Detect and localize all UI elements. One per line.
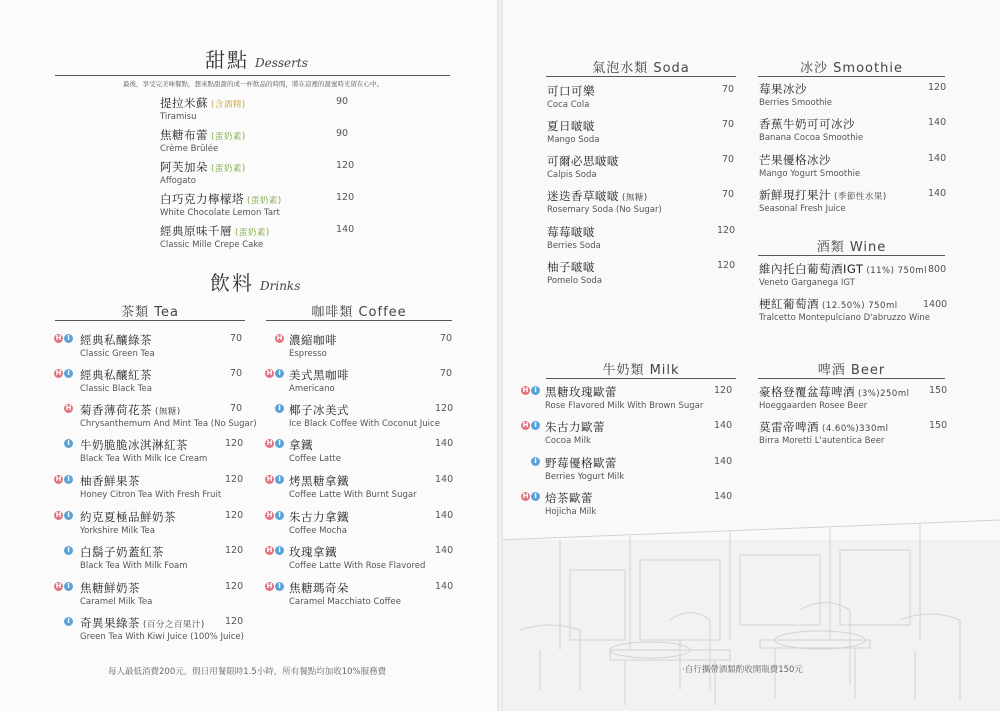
soda-name-en: Calpis Soda — [547, 170, 597, 180]
coffee-name-en: Caramel Macchiato Coffee — [289, 597, 401, 607]
tea-name: 經典私釀紅茶 — [80, 368, 152, 382]
beer-rule — [758, 378, 945, 379]
smoothie-item — [759, 81, 945, 108]
tea-item — [55, 473, 245, 500]
hot-icon: H — [55, 582, 62, 590]
ice-icon: I — [64, 511, 73, 520]
milk-price: 140 — [714, 456, 733, 467]
smoothie-heading: 冰沙 Smoothie — [800, 61, 903, 76]
hot-icon: H — [266, 582, 273, 590]
tea-item — [55, 367, 245, 394]
beer-price: 150 — [929, 420, 948, 431]
tea-name-en: Caramel Milk Tea — [80, 597, 153, 607]
tea-item — [55, 509, 245, 536]
dessert-price: 90 — [336, 96, 349, 107]
coffee-price: 140 — [435, 545, 454, 556]
desserts-title-en: Desserts — [255, 56, 308, 70]
coffee-name: 朱古力拿鐵 — [289, 510, 349, 524]
smoothie-price: 140 — [928, 153, 947, 164]
smoothie-item — [759, 116, 945, 143]
coffee-name-en: Coffee Latte With Burnt Sugar — [289, 490, 417, 500]
desserts-title — [205, 44, 308, 73]
footer-note-right: ‧自行攜帶酒類酌收開瓶費150元 — [682, 665, 803, 675]
dessert-item — [160, 95, 350, 122]
smoothie-name: 香蕉牛奶可可冰沙 — [759, 117, 855, 131]
desserts-title-zh: 甜點 — [205, 48, 249, 72]
tea-item — [65, 402, 257, 429]
hot-icon: H — [55, 511, 62, 519]
soda-name-en: Pomelo Soda — [547, 276, 602, 286]
ice-icon: I — [275, 439, 284, 448]
hot-icon: H — [55, 475, 62, 483]
beer-name-en: Birra Moretti L'autentica Beer — [759, 436, 885, 446]
coffee-name: 玫瑰拿鐵 — [289, 545, 337, 559]
coffee-name: 椰子冰美式 — [289, 403, 349, 417]
coffee-item — [266, 367, 454, 394]
smoothie-rule — [758, 76, 945, 77]
tea-item — [67, 544, 245, 571]
milk-item — [522, 384, 735, 411]
dessert-item — [160, 127, 350, 154]
soda-item — [547, 153, 737, 180]
tea-item — [55, 332, 245, 359]
coffee-price: 70 — [440, 368, 453, 379]
milk-name-en: Berries Yogurt Milk — [545, 472, 625, 482]
smoothie-price: 140 — [928, 117, 947, 128]
hot-icon: H — [65, 404, 72, 412]
milk-price: 140 — [714, 420, 733, 431]
smoothie-name-en: Mango Yogurt Smoothie — [759, 169, 861, 179]
soda-item — [547, 259, 737, 286]
tea-heading: 茶類 Tea — [121, 305, 179, 320]
soda-item — [547, 188, 737, 215]
page-fold — [497, 0, 503, 711]
tea-name: 牛奶脆脆冰淇淋紅茶 — [80, 438, 188, 452]
coffee-name: 焦糖瑪奇朵 — [289, 581, 349, 595]
soda-name-en: Mango Soda — [547, 135, 600, 145]
dessert-name: 經典原味千層 (蛋奶素) — [160, 224, 270, 238]
wine-item — [759, 296, 949, 323]
tea-price: 70 — [230, 403, 243, 414]
tea-price: 120 — [225, 510, 244, 521]
ice-icon: I — [64, 617, 73, 626]
wine-name-en: Tralcetto Montepulciano D'abruzzo Wine — [759, 313, 931, 323]
ice-icon: I — [275, 582, 284, 591]
dessert-price: 140 — [336, 224, 355, 235]
tea-name: 奇異果綠茶 (百分之百果汁) — [80, 616, 205, 630]
smoothie-name: 芒果優格冰沙 — [759, 153, 831, 167]
ice-icon: I — [64, 475, 73, 484]
drinks-title-zh: 飲料 — [210, 271, 254, 295]
soda-price: 70 — [722, 154, 735, 165]
hot-icon: H — [522, 386, 529, 394]
dessert-item — [160, 223, 355, 250]
soda-price: 120 — [717, 260, 736, 271]
tea-name-en: Black Tea With Milk Ice Cream — [80, 454, 208, 464]
ice-icon: I — [275, 369, 284, 378]
milk-name-en: Hojicha Milk — [545, 507, 597, 517]
dessert-name-en: Tiramisu — [160, 112, 197, 122]
coffee-item — [266, 437, 454, 464]
hot-icon: H — [266, 546, 273, 554]
tea-price: 120 — [225, 474, 244, 485]
hot-icon: H — [266, 439, 273, 447]
dessert-name: 提拉米蘇 (含酒精) — [160, 96, 246, 110]
hot-icon: H — [266, 369, 273, 377]
ice-icon: I — [275, 475, 284, 484]
coffee-item — [276, 332, 454, 359]
dessert-price: 120 — [336, 192, 355, 203]
soda-name-en: Coca Cola — [547, 100, 590, 110]
milk-rule — [546, 378, 736, 379]
ice-icon: I — [275, 511, 284, 520]
soda-name: 可口可樂 — [547, 84, 595, 98]
soda-name: 柚子啵啵 — [547, 260, 595, 274]
ice-icon: I — [64, 334, 73, 343]
tea-item — [67, 437, 245, 464]
beer-name-en: Hoeggaarden Rosee Beer — [759, 401, 868, 411]
right-page — [500, 0, 1000, 711]
hot-icon: H — [522, 492, 529, 500]
tea-price: 120 — [225, 545, 244, 556]
coffee-item — [266, 580, 454, 607]
soda-name-en: Berries Soda — [547, 241, 601, 251]
tea-price: 120 — [225, 438, 244, 449]
smoothie-name: 新鮮現打果汁 (季節性水果) — [759, 188, 887, 202]
tea-name-en: Black Tea With Milk Foam — [80, 561, 188, 571]
soda-item — [547, 83, 737, 110]
tea-name: 白鬍子奶蓋紅茶 — [80, 545, 164, 559]
ice-icon: I — [64, 582, 73, 591]
coffee-rule — [266, 320, 452, 321]
milk-name: 野莓優格歐蕾 — [545, 456, 617, 470]
dessert-price: 90 — [336, 128, 349, 139]
milk-name: 朱古力歐蕾 — [545, 420, 605, 434]
desserts-rule — [55, 75, 450, 76]
coffee-name: 濃縮咖啡 — [289, 333, 337, 347]
ice-icon: I — [531, 457, 540, 466]
smoothie-price: 140 — [928, 188, 947, 199]
coffee-item — [278, 402, 454, 429]
dessert-item — [160, 159, 355, 186]
smoothie-name-en: Berries Smoothie — [759, 98, 833, 108]
beer-item — [759, 419, 949, 446]
soda-price: 70 — [722, 84, 735, 95]
soda-price: 70 — [722, 189, 735, 200]
dessert-item — [160, 191, 355, 218]
coffee-price: 140 — [435, 581, 454, 592]
dessert-name-en: Affogato — [160, 176, 197, 186]
ice-icon: I — [64, 369, 73, 378]
coffee-price: 140 — [435, 510, 454, 521]
tea-price: 70 — [230, 368, 243, 379]
coffee-price: 140 — [435, 474, 454, 485]
smoothie-item — [759, 187, 945, 214]
soda-name: 夏日啵啵 — [547, 119, 595, 133]
coffee-name: 美式黑咖啡 — [289, 368, 349, 382]
wine-price: 800 — [928, 264, 947, 275]
hot-icon: H — [266, 475, 273, 483]
coffee-name: 烤黑糖拿鐵 — [289, 474, 349, 488]
milk-item — [522, 490, 735, 517]
tea-rule — [55, 320, 245, 321]
hot-icon: H — [266, 511, 273, 519]
coffee-name-en: Americano — [289, 384, 335, 394]
ice-icon: I — [64, 546, 73, 555]
ice-icon: I — [275, 546, 284, 555]
ice-icon: I — [275, 404, 284, 413]
tea-name-en: Chrysanthemum And Mint Tea (No Sugar) — [80, 419, 257, 429]
tea-name-en: Classic Green Tea — [80, 349, 155, 359]
tea-name: 焦糖鮮奶茶 — [80, 581, 140, 595]
soda-name: 莓莓啵啵 — [547, 225, 595, 239]
coffee-item — [266, 473, 454, 500]
coffee-item — [266, 544, 454, 571]
beer-heading: 啤酒 Beer — [817, 363, 886, 378]
wine-item — [759, 261, 949, 288]
hot-icon: H — [522, 421, 529, 429]
beer-price: 150 — [929, 385, 948, 396]
smoothie-name-en: Banana Cocoa Smoothie — [759, 133, 864, 143]
dessert-name: 阿芙加朵 (蛋奶素) — [160, 160, 246, 174]
soda-price: 120 — [717, 225, 736, 236]
soda-item — [547, 224, 737, 251]
dessert-name: 焦糖布蕾 (蛋奶素) — [160, 128, 246, 142]
coffee-item — [266, 509, 454, 536]
hot-icon: H — [276, 334, 283, 342]
ice-icon: I — [531, 492, 540, 501]
milk-name: 黑糖玫瑰歐蕾 — [545, 385, 617, 399]
milk-name-en: Rose Flavored Milk With Brown Sugar — [545, 401, 704, 411]
milk-price: 140 — [714, 491, 733, 502]
tea-name-en: Green Tea With Kiwi Juice (100% Juice) — [80, 632, 244, 642]
tea-name: 柚香鮮果茶 — [80, 474, 140, 488]
coffee-price: 70 — [440, 333, 453, 344]
soda-name-en: Rosemary Soda (No Sugar) — [547, 205, 662, 215]
wine-name: 梗紅葡萄酒 (12.50%) 750ml — [759, 297, 898, 311]
coffee-name: 拿鐵 — [289, 438, 313, 452]
dessert-name-en: Classic Mille Crepe Cake — [160, 240, 264, 250]
smoothie-item — [759, 152, 945, 179]
milk-name: 焙茶歐蕾 — [545, 491, 593, 505]
dessert-price: 120 — [336, 160, 355, 171]
hot-icon: H — [55, 369, 62, 377]
footer-note-left: 每人最低消費200元，假日用餐限時1.5小時，所有餐點均加收10%服務費 — [108, 667, 387, 677]
coffee-name-en: Coffee Mocha — [289, 526, 347, 536]
soda-name: 可爾必思啵啵 — [547, 154, 619, 168]
wine-price: 1400 — [923, 299, 948, 310]
smoothie-name: 莓果冰沙 — [759, 82, 807, 96]
beer-name: 豪格登覆盆莓啤酒 (3%)250ml — [759, 385, 910, 399]
wine-heading: 酒類 Wine — [816, 240, 887, 255]
tea-item — [55, 580, 245, 607]
soda-rule — [546, 76, 736, 77]
tea-price: 120 — [225, 581, 244, 592]
wine-name-en: Veneto Garganega IGT — [759, 278, 855, 288]
beer-item — [759, 384, 949, 411]
tea-name-en: Classic Black Tea — [80, 384, 152, 394]
coffee-name-en: Ice Black Coffee With Coconut Juice — [289, 419, 440, 429]
tea-item — [67, 615, 245, 642]
tea-price: 120 — [225, 616, 244, 627]
smoothie-name-en: Seasonal Fresh Juice — [759, 204, 846, 214]
coffee-price: 140 — [435, 438, 454, 449]
drinks-title-en: Drinks — [260, 279, 301, 293]
wine-name: 維內托白葡萄酒IGT (11%) 750ml — [759, 262, 928, 276]
milk-item — [522, 419, 735, 446]
beer-name: 莫雷帝啤酒 (4.60%)330ml — [759, 420, 889, 434]
drinks-title — [210, 267, 300, 296]
coffee-heading: 咖啡類 Coffee — [311, 305, 407, 320]
wine-rule — [758, 255, 945, 256]
milk-heading: 牛奶類 Milk — [602, 363, 680, 378]
milk-name-en: Cocoa Milk — [545, 436, 591, 446]
soda-price: 70 — [722, 119, 735, 130]
soda-item — [547, 118, 737, 145]
coffee-name-en: Espresso — [289, 349, 327, 359]
desserts-intro: 最後，享受完美味餐點，想來點甜甜的或一杯飲品的時間，將在這裡的甜蜜時光留在心中。 — [123, 80, 383, 88]
cafe-interior-sketch — [500, 500, 1000, 711]
ice-icon: I — [531, 421, 540, 430]
ice-icon: I — [531, 386, 540, 395]
tea-name: 約克夏極品鮮奶茶 — [80, 510, 176, 524]
milk-price: 120 — [714, 385, 733, 396]
smoothie-price: 120 — [928, 82, 947, 93]
ice-icon: I — [64, 439, 73, 448]
tea-name-en: Yorkshire Milk Tea — [80, 526, 155, 536]
tea-name-en: Honey Citron Tea With Fresh Fruit — [80, 490, 222, 500]
soda-name: 迷迭香草啵啵 (無糖) — [547, 189, 648, 203]
tea-price: 70 — [230, 333, 243, 344]
tea-name: 經典私釀綠茶 — [80, 333, 152, 347]
hot-icon: H — [55, 334, 62, 342]
dessert-name-en: Crème Brûlée — [160, 144, 219, 154]
coffee-name-en: Coffee Latte With Rose Flavored — [289, 561, 426, 571]
dessert-name: 白巧克力檸檬塔 (蛋奶素) — [160, 192, 282, 206]
dessert-name-en: White Chocolate Lemon Tart — [160, 208, 280, 218]
coffee-price: 120 — [435, 403, 454, 414]
coffee-name-en: Coffee Latte — [289, 454, 341, 464]
soda-heading: 氣泡水類 Soda — [592, 61, 690, 76]
milk-item — [534, 455, 735, 482]
tea-name: 菊香薄荷花茶 (無糖) — [80, 403, 181, 417]
